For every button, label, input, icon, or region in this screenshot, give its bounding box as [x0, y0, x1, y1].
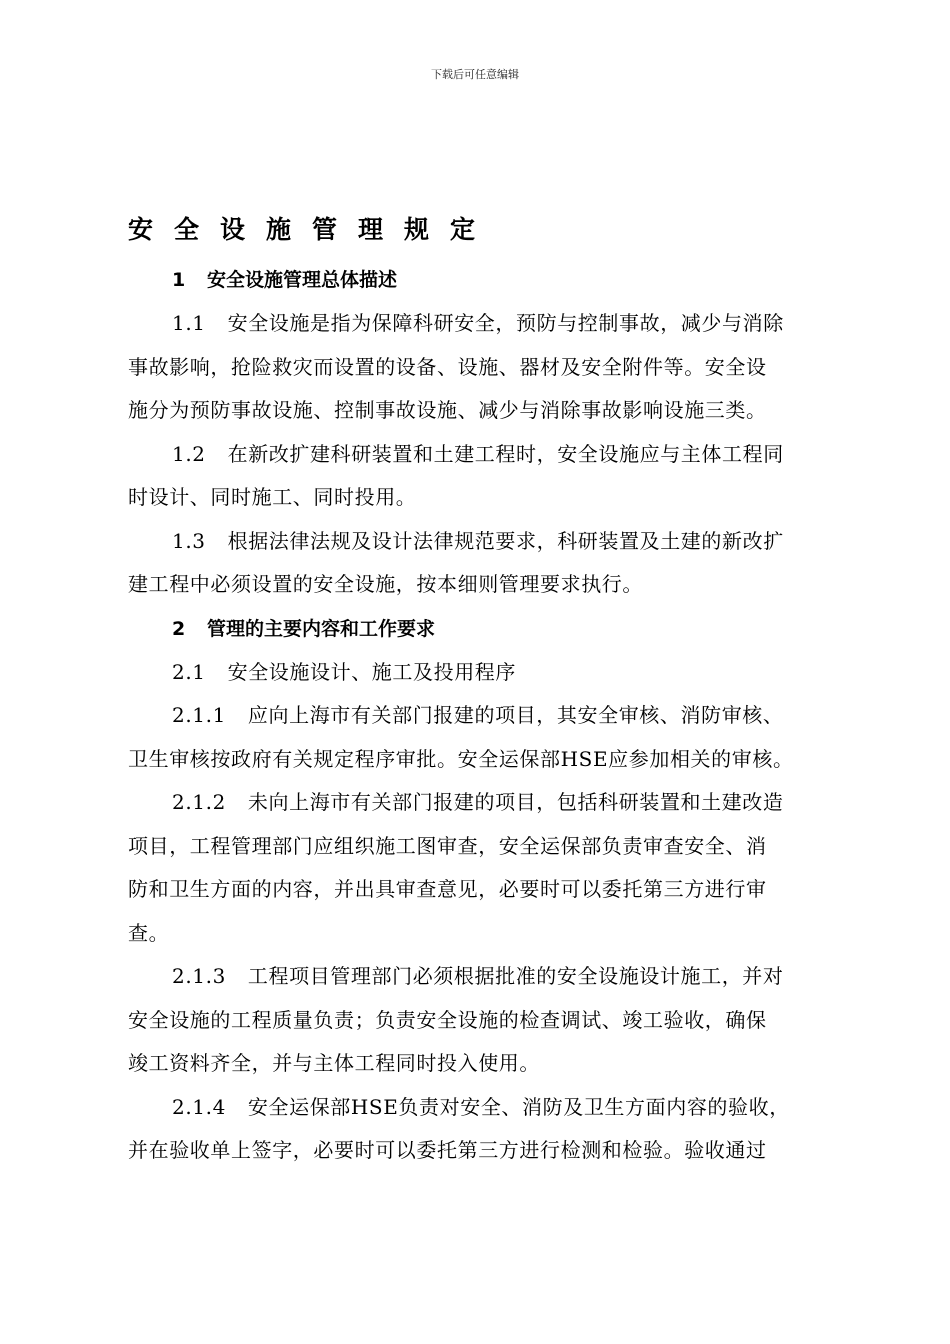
- section-heading: [128, 607, 834, 651]
- clause-paragraph: [128, 1086, 834, 1173]
- section-title: 安全设施管理总体描述: [207, 269, 398, 291]
- clause-number: 2.1.3: [172, 964, 226, 988]
- paragraph-line: [128, 912, 834, 956]
- document-title: 安全设施管理规定: [128, 215, 497, 244]
- clause-paragraph: [128, 694, 834, 781]
- paragraph-line: [128, 1042, 834, 1086]
- section-heading: [128, 258, 834, 302]
- clause-number: 1.2: [172, 441, 206, 466]
- section-number: 2: [172, 617, 186, 640]
- clause-number: 2.1.4: [172, 1094, 226, 1119]
- clause-text: 在新改扩建科研装置和土建工程时，安全设施应与主体工程同: [227, 441, 784, 466]
- clause-text: 工程项目管理部门必须根据批准的安全设施设计施工，并对: [247, 964, 784, 988]
- paragraph-line: [128, 563, 834, 607]
- paragraph-line: [128, 999, 834, 1043]
- clause-text: 事故影响，抢险救灾而设置的设备、设施、器材及安全附件等。安全设: [128, 354, 767, 379]
- clause-number: 2.1: [172, 659, 206, 684]
- section-number: 1: [172, 269, 186, 291]
- clause-paragraph: [128, 781, 834, 955]
- section-title: 管理的主要内容和工作要求: [207, 617, 436, 640]
- paragraph-line: [128, 1086, 834, 1130]
- paragraph-line: [128, 955, 834, 999]
- sections-container: [128, 258, 834, 1173]
- clause-text: 防和卫生方面的内容，并出具审查意见，必要时可以委托第三方进行审: [128, 877, 767, 901]
- paragraph-line: [128, 738, 834, 782]
- clause-text: 安全运保部HSE负责对安全、消防及卫生方面内容的验收，: [247, 1094, 790, 1119]
- paragraph-line: [128, 520, 834, 564]
- clause-number: 1.1: [172, 311, 206, 335]
- clause-number: 2.1.2: [172, 790, 226, 814]
- clause-paragraph: [128, 955, 834, 1086]
- clause-text: 建工程中必须设置的安全设施，按本细则管理要求执行。: [128, 572, 643, 596]
- clause-number: 2.1.1: [172, 703, 226, 727]
- paragraph-line: [128, 389, 834, 433]
- paragraph-line: [128, 476, 834, 520]
- clause-text: 安全设施设计、施工及投用程序: [227, 659, 517, 684]
- clause-text: 时设计、同时施工、同时投用。: [128, 485, 417, 509]
- clause-text: 卫生审核按政府有关规定程序审批。安全运保部HSE应参加相关的审核。: [128, 746, 794, 771]
- clause-text: 项目，工程管理部门应组织施工图审查，安全运保部负责审查安全、消: [128, 833, 767, 858]
- paragraph-line: [128, 302, 834, 346]
- clause-number: 1.3: [172, 528, 206, 553]
- clause-paragraph: [128, 520, 834, 607]
- paragraph-line: [128, 868, 834, 912]
- paragraph-line: [128, 781, 834, 825]
- clause-text: 并在验收单上签字，必要时可以委托第三方进行检测和检验。验收通过: [128, 1138, 767, 1162]
- clause-text: 安全设施是指为保障科研安全，预防与控制事故，减少与消除: [227, 311, 784, 335]
- page-header: 下载后可任意编辑: [431, 68, 519, 81]
- clause-text: 应向上海市有关部门报建的项目，其安全审核、消防审核、: [247, 703, 784, 727]
- clause-text: 未向上海市有关部门报建的项目，包括科研装置和土建改造: [247, 790, 784, 814]
- document-body: [128, 206, 834, 1173]
- clause-text: 施分为预防事故设施、控制事故设施、减少与消除事故影响设施三类。: [128, 398, 767, 422]
- paragraph-line: [128, 433, 834, 477]
- clause-paragraph: [128, 302, 834, 433]
- paragraph-line: [128, 346, 834, 390]
- paragraph-line: [128, 694, 834, 738]
- clause-text: 根据法律法规及设计法律规范要求，科研装置及土建的新改扩: [227, 528, 784, 553]
- clause-text: 查。: [128, 920, 170, 945]
- paragraph-line: [128, 651, 834, 695]
- paragraph-line: [128, 825, 834, 869]
- clause-text: 安全设施的工程质量负责；负责安全设施的检查调试、竣工验收，确保: [128, 1007, 767, 1032]
- clause-paragraph: [128, 651, 834, 695]
- paragraph-line: [128, 1129, 834, 1173]
- clause-text: 竣工资料齐全，并与主体工程同时投入使用。: [128, 1051, 540, 1075]
- clause-paragraph: [128, 433, 834, 520]
